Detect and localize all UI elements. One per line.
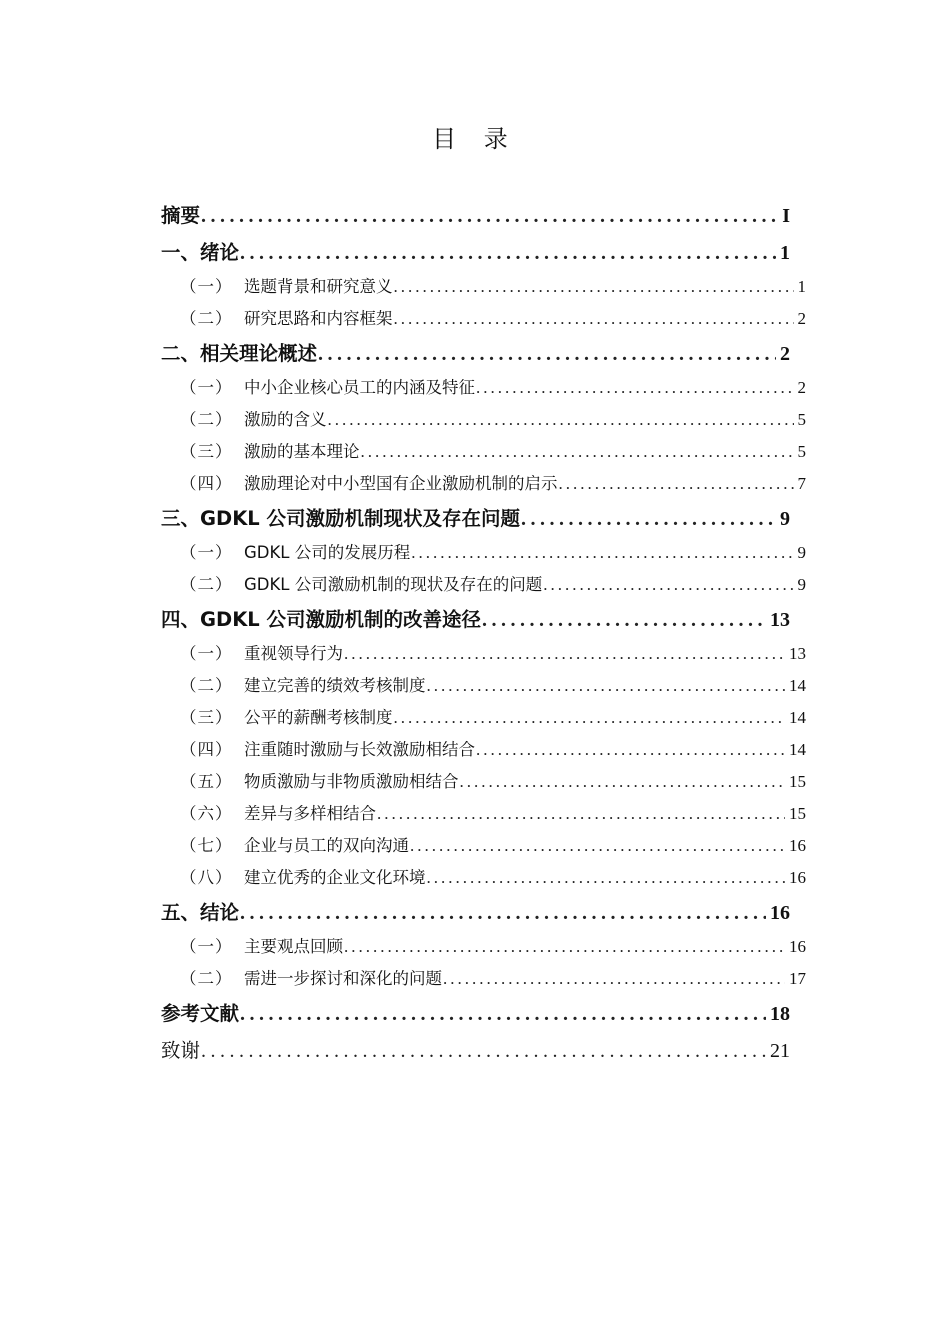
toc-dot-leader [476, 734, 785, 766]
toc-entry-page-number: 14 [789, 740, 806, 759]
toc-section-entry[interactable] [180, 303, 806, 335]
toc-dot-leader [240, 895, 766, 931]
toc-entry-label: 差异与多样相结合 [244, 804, 376, 823]
toc-entry-number: （五） [180, 772, 233, 791]
toc-dot-leader [460, 766, 786, 798]
toc-section-entry[interactable] [180, 404, 806, 436]
toc-section-entry[interactable] [180, 537, 806, 569]
toc-dot-leader [427, 862, 786, 894]
toc-chapter-entry[interactable] [161, 894, 790, 931]
toc-entry-number: （三） [180, 442, 233, 461]
toc-chapter-entry[interactable] [161, 601, 790, 638]
toc-chapter-entry[interactable] [161, 995, 790, 1032]
toc-dot-leader [427, 670, 786, 702]
toc-dot-leader [521, 501, 776, 537]
toc-section-entry[interactable] [180, 271, 806, 303]
toc-entry-number: （二） [180, 575, 233, 594]
toc-dot-leader [328, 404, 794, 436]
toc-entry-number: （八） [180, 868, 233, 887]
toc-entry-number: （七） [180, 836, 233, 855]
toc-section-entry[interactable] [180, 436, 806, 468]
toc-entry-label: 四、GDKL 公司激励机制的改善途径 [161, 608, 482, 631]
toc-entry-label: 建立优秀的企业文化环境 [244, 868, 426, 887]
toc-dot-leader [394, 702, 786, 734]
toc-section-entry[interactable] [180, 638, 806, 670]
toc-dot-leader [201, 198, 778, 234]
toc-entry-label: 公平的薪酬考核制度 [244, 708, 393, 727]
toc-dot-leader [559, 468, 794, 500]
toc-entry-number: （六） [180, 804, 233, 823]
toc-entry-number: （四） [180, 740, 233, 759]
toc-dot-leader [240, 235, 776, 271]
toc-entry-label: GDKL 公司的发展历程 [244, 543, 411, 562]
toc-chapter-entry[interactable] [161, 500, 790, 537]
toc-entry-number: （三） [180, 708, 233, 727]
toc-chapter-entry[interactable] [161, 335, 790, 372]
toc-entry-label: 参考文献 [161, 1002, 240, 1025]
toc-dot-leader [394, 303, 794, 335]
toc-dot-leader [410, 830, 785, 862]
toc-dot-leader [201, 1033, 766, 1069]
toc-section-entry[interactable] [180, 702, 806, 734]
toc-entry-page-number: 2 [780, 343, 790, 365]
toc-dot-leader [344, 931, 785, 963]
toc-entry-page-number: 9 [797, 543, 806, 562]
toc-entry-number: （一） [180, 378, 233, 397]
toc-entry-number: （二） [180, 410, 233, 429]
toc-entry-page-number: 7 [797, 474, 806, 493]
toc-section-entry[interactable] [180, 931, 806, 963]
toc-entry-page-number: 16 [789, 937, 806, 956]
toc-section-entry[interactable] [180, 862, 806, 894]
toc-section-entry[interactable] [180, 963, 806, 995]
toc-entry-label: 激励的含义 [244, 410, 327, 429]
toc-dot-leader [344, 638, 785, 670]
toc-entry-label: 中小企业核心员工的内涵及特征 [244, 378, 475, 397]
toc-entry-label: 激励理论对中小型国有企业激励机制的启示 [244, 474, 558, 493]
toc-entry-label: 物质激励与非物质激励相结合 [244, 772, 459, 791]
toc-section-entry[interactable] [180, 468, 806, 500]
toc-entry-page-number: 21 [770, 1040, 790, 1062]
toc-section-entry[interactable] [180, 670, 806, 702]
toc-chapter-entry[interactable] [161, 1032, 790, 1069]
toc-entry-page-number: 9 [797, 575, 806, 594]
toc-entry-number: （一） [180, 644, 233, 663]
toc-entry-page-number: 5 [797, 410, 806, 429]
toc-entry-label: GDKL 公司激励机制的现状及存在的问题 [244, 575, 543, 594]
table-of-contents [0, 197, 950, 1069]
toc-entry-label: 致谢 [161, 1039, 201, 1062]
toc-dot-leader [476, 372, 794, 404]
toc-entry-page-number: 14 [789, 676, 806, 695]
toc-section-entry[interactable] [180, 734, 806, 766]
toc-entry-label: 建立完善的绩效考核制度 [244, 676, 426, 695]
toc-entry-number: （一） [180, 543, 233, 562]
toc-entry-page-number: 2 [797, 378, 806, 397]
toc-entry-page-number: 14 [789, 708, 806, 727]
toc-chapter-entry[interactable] [161, 197, 790, 234]
toc-entry-page-number: 16 [770, 902, 790, 924]
toc-entry-page-number: 13 [770, 609, 790, 631]
toc-entry-number: （四） [180, 474, 233, 493]
toc-entry-label: 主要观点回顾 [244, 937, 343, 956]
toc-entry-label: 需进一步探讨和深化的问题 [244, 969, 442, 988]
toc-section-entry[interactable] [180, 569, 806, 601]
toc-section-entry[interactable] [180, 372, 806, 404]
toc-entry-number: （二） [180, 309, 233, 328]
toc-dot-leader [543, 569, 793, 601]
toc-dot-leader [240, 996, 766, 1032]
toc-entry-page-number: 2 [797, 309, 806, 328]
toc-entry-number: （一） [180, 937, 233, 956]
toc-dot-leader [377, 798, 785, 830]
toc-section-entry[interactable] [180, 830, 806, 862]
toc-entry-number: （二） [180, 676, 233, 695]
toc-dot-leader [394, 271, 794, 303]
toc-entry-page-number: I [782, 205, 790, 227]
toc-entry-label: 五、结论 [161, 901, 240, 924]
toc-entry-page-number: 16 [789, 868, 806, 887]
toc-entry-number: （二） [180, 969, 233, 988]
toc-entry-page-number: 13 [789, 644, 806, 663]
toc-entry-page-number: 17 [789, 969, 806, 988]
toc-entry-page-number: 1 [780, 242, 790, 264]
toc-dot-leader [482, 602, 766, 638]
toc-entry-page-number: 15 [789, 804, 806, 823]
toc-entry-number: （一） [180, 277, 233, 296]
toc-entry-page-number: 16 [789, 836, 806, 855]
toc-dot-leader [361, 436, 794, 468]
toc-entry-page-number: 15 [789, 772, 806, 791]
toc-entry-label: 研究思路和内容框架 [244, 309, 393, 328]
toc-section-entry[interactable] [180, 766, 806, 798]
toc-entry-page-number: 5 [797, 442, 806, 461]
toc-entry-label: 注重随时激励与长效激励相结合 [244, 740, 475, 759]
toc-entry-page-number: 9 [780, 508, 790, 530]
toc-entry-label: 摘要 [161, 204, 201, 227]
toc-dot-leader [318, 336, 776, 372]
toc-entry-page-number: 18 [770, 1003, 790, 1025]
toc-entry-label: 重视领导行为 [244, 644, 343, 663]
toc-entry-label: 一、绪论 [161, 241, 240, 264]
toc-section-entry[interactable] [180, 798, 806, 830]
toc-entry-label: 企业与员工的双向沟通 [244, 836, 409, 855]
toc-entry-label: 二、相关理论概述 [161, 342, 318, 365]
page-title: 目 录 [432, 125, 518, 153]
toc-entry-label: 激励的基本理论 [244, 442, 360, 461]
toc-entry-label: 三、GDKL 公司激励机制现状及存在问题 [161, 507, 521, 530]
toc-dot-leader [411, 537, 793, 569]
toc-entry-label: 选题背景和研究意义 [244, 277, 393, 296]
toc-dot-leader [443, 963, 785, 995]
toc-chapter-entry[interactable] [161, 234, 790, 271]
toc-entry-page-number: 1 [797, 277, 806, 296]
